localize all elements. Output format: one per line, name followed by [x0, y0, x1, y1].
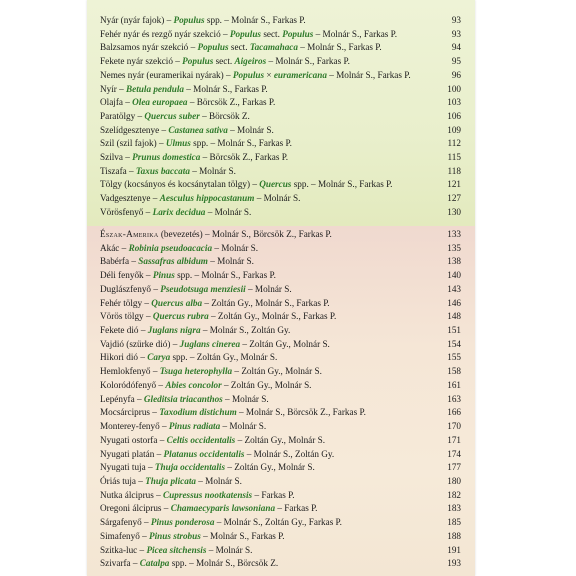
- entry-authors: – Zoltán Gy., Molnár S., Farkas P.: [202, 297, 330, 308]
- entry-latin-name: Tacamahaca: [249, 42, 298, 53]
- entry-latin-name: Aesculus hippocastanum: [159, 193, 255, 204]
- entry-authors: – Molnár S., Zoltán Gy., Farkas P.: [214, 517, 342, 528]
- toc-entry: [100, 420, 461, 433]
- page-number: 182: [447, 489, 461, 500]
- entry-latin-name: Platanus occidentalis: [163, 448, 245, 459]
- entry-common-name: Monterey-fenyő –: [100, 421, 169, 432]
- entry-latin-name: Abies concolor: [165, 379, 222, 390]
- entry-common-name: Fekete dió –: [100, 324, 148, 335]
- entry-authors: – Molnár S.: [212, 242, 258, 253]
- entry-authors: – Molnár S., Farkas P.: [326, 69, 411, 80]
- entry-common-name: Hikori dió –: [100, 352, 148, 363]
- toc-entry: [100, 178, 461, 191]
- entry-latin-name: Quercus alba: [151, 297, 203, 308]
- entry-authors: – Molnár S., Farkas P.: [297, 42, 382, 53]
- entry-common-name: Fekete nyár szekció –: [100, 56, 183, 67]
- toc-entry: [100, 530, 461, 543]
- entry-authors: – Farkas P.: [252, 489, 295, 500]
- entry-common-name: Mocsárciprus –: [100, 407, 160, 418]
- entry-authors: – Börcsök Z., Farkas P.: [187, 97, 276, 108]
- page-number: 100: [447, 83, 461, 94]
- entry-common-name: Szitka-luc –: [100, 544, 147, 555]
- page-number: 154: [447, 338, 461, 349]
- entry-authors: – Molnár S.: [207, 256, 254, 267]
- entry-taxon-qualifier: ×: [264, 69, 274, 80]
- page-number: 177: [447, 462, 461, 473]
- page-number: 163: [447, 393, 461, 404]
- toc-entry: [100, 151, 461, 164]
- page-number: 161: [447, 379, 461, 390]
- entry-authors: – Molnár S., Farkas P.: [200, 530, 285, 541]
- toc-entry: [100, 28, 461, 41]
- entry-common-name: Duglászfenyő –: [100, 283, 161, 294]
- page-number: 151: [447, 324, 461, 335]
- entry-common-name: Oregoni álciprus –: [100, 503, 171, 514]
- entry-latin-name: Juglans nigra: [147, 324, 201, 335]
- entry-common-name: Sárgafenyő –: [100, 517, 151, 528]
- toc-entry: [100, 124, 461, 137]
- toc-entry: [100, 310, 461, 323]
- entry-authors: – Molnár S.: [195, 476, 242, 486]
- toc-entry: [100, 192, 461, 205]
- page-number: 158: [447, 366, 461, 377]
- entry-authors: – Molnár S., Farkas P.: [183, 83, 268, 94]
- entry-latin-name: euramericana: [273, 69, 327, 80]
- toc-entry: [100, 165, 461, 178]
- page-number: 171: [447, 434, 461, 445]
- toc-entry: [100, 448, 461, 461]
- entry-taxon-qualifier: spp.: [170, 352, 188, 363]
- entry-latin-name: Thuja plicata: [145, 476, 196, 486]
- entry-common-name: Nutka álciprus –: [100, 489, 164, 500]
- entry-taxon-qualifier: spp.: [204, 15, 222, 25]
- toc-entry: [100, 502, 461, 515]
- entry-common-name: Balzsamos nyár szekció –: [100, 42, 198, 53]
- entry-latin-name: Prunus domestica: [132, 152, 201, 162]
- entry-authors: – Zoltán Gy., Molnár S.: [225, 462, 315, 473]
- entry-latin-name: Sassafras albidum: [138, 256, 208, 267]
- entry-taxon-qualifier: sect.: [228, 42, 250, 53]
- page-number: 183: [447, 503, 461, 514]
- page-number: 143: [447, 283, 461, 294]
- page-number: 93: [451, 15, 461, 25]
- entry-authors: – Molnár S.: [245, 283, 292, 294]
- page-number: 106: [447, 110, 461, 121]
- entry-authors: – Molnár S., Börcsök Z., Farkas P.: [236, 407, 366, 418]
- entry-latin-name: Populus: [282, 28, 314, 39]
- entry-authors: – Molnár S., Farkas P.: [266, 56, 350, 67]
- entry-authors: – Zoltán Gy., Molnár S.: [232, 366, 322, 377]
- entry-authors: – Börcsök Z., Farkas P.: [200, 152, 289, 162]
- toc-entry: [100, 14, 461, 27]
- toc-entry: [100, 351, 461, 364]
- entry-common-name: Nyár (nyár fajok) –: [100, 15, 174, 25]
- entry-common-name: Szil (szil fajok) –: [100, 138, 166, 149]
- entry-taxon-qualifier: sect.: [261, 28, 283, 39]
- toc-entry: [100, 461, 461, 474]
- entry-common-name: Déli fenyők –: [100, 270, 153, 281]
- entry-authors: – Zoltán Gy., Molnár S.: [240, 338, 330, 349]
- entry-authors: – Molnár S.: [254, 193, 301, 204]
- entry-authors: – Molnár S., Börcsök Z.: [186, 558, 279, 569]
- entry-common-name: Paratölgy –: [100, 110, 145, 121]
- page-number: 185: [447, 517, 461, 528]
- toc-entry: [100, 206, 461, 219]
- entry-common-name: Szilva –: [100, 152, 133, 162]
- page-number: 138: [447, 256, 461, 267]
- entry-latin-name: Quercus suber: [144, 110, 200, 121]
- entry-latin-name: Picea sitchensis: [146, 544, 207, 555]
- entry-common-name: Fehér nyár és rezgő nyár szekció –: [100, 28, 230, 39]
- toc-entry: [100, 255, 461, 268]
- toc-entry: [100, 242, 461, 255]
- entry-latin-name: Olea europaea: [132, 97, 188, 108]
- page-number: 180: [447, 476, 461, 486]
- toc-entry: [100, 269, 461, 282]
- toc-entry: [100, 96, 461, 109]
- entry-authors: (bevezetés) – Molnár S., Börcsök Z., Farkas P.: [158, 229, 332, 239]
- page-number: 95: [451, 56, 461, 67]
- entry-authors: – Molnár S., Farkas P.: [313, 28, 398, 39]
- page-number: 193: [447, 558, 461, 569]
- entry-common-name: Koloródófenyő –: [100, 379, 166, 390]
- entry-taxon-qualifier: sect.: [213, 56, 235, 67]
- entry-common-name: Óriás tuja –: [100, 476, 146, 486]
- entry-latin-name: Taxodium distichum: [159, 407, 237, 418]
- entry-common-name: Fehér tölgy –: [100, 297, 152, 308]
- entry-authors: – Molnár S., Farkas P.: [192, 270, 276, 281]
- toc-entry: [100, 544, 461, 557]
- entry-latin-name: Quercus: [259, 179, 292, 190]
- entry-latin-name: Gleditsia triacanthos: [143, 393, 223, 404]
- entry-authors: – Molnár S.: [206, 544, 253, 555]
- entry-latin-name: Juglans cinerea: [179, 338, 241, 349]
- page-number: 103: [447, 97, 461, 108]
- page-number: 191: [447, 544, 461, 555]
- entry-authors: – Molnár S., Zoltán Gy.: [200, 324, 291, 335]
- entry-common-name: Lepényfa –: [100, 393, 144, 404]
- toc-entry: [100, 338, 461, 351]
- page-number: 118: [447, 165, 461, 176]
- entry-latin-name: Aigeiros: [234, 56, 267, 67]
- entry-authors: – Molnár S.: [227, 124, 274, 135]
- page-number: 174: [447, 448, 461, 459]
- entry-latin-name: Ulmus: [165, 138, 191, 149]
- entry-common-name: Tiszafa –: [100, 165, 136, 176]
- toc-entry: [100, 297, 461, 310]
- entry-common-name: Simafenyő –: [100, 530, 149, 541]
- entry-common-name: Olajfa –: [100, 97, 133, 108]
- entry-authors: – Börcsök Z.: [199, 110, 250, 121]
- page-number: 121: [447, 179, 461, 190]
- entry-authors: – Farkas P.: [275, 503, 318, 514]
- entry-common-name: Nyugati ostorfa –: [100, 434, 167, 445]
- toc-entry: [100, 324, 461, 337]
- entry-taxon-qualifier: spp.: [169, 558, 187, 569]
- entry-latin-name: Celtis occidentalis: [166, 434, 236, 445]
- entry-latin-name: Cupressus nootkatensis: [163, 489, 253, 500]
- entry-common-name: Akác –: [100, 242, 129, 253]
- toc-entry: [100, 137, 461, 150]
- entry-taxon-qualifier: spp.: [291, 179, 309, 190]
- page-number: 146: [447, 297, 461, 308]
- entry-authors: – Zoltán Gy., Molnár S.: [187, 352, 278, 363]
- toc-entry: [100, 83, 461, 96]
- north-america-header-row: [100, 228, 461, 241]
- entry-common-name: Tölgy (kocsányos és kocsánytalan tölgy) –: [100, 179, 260, 190]
- toc-entry: [100, 379, 461, 392]
- entry-latin-name: Robinia pseudoacacia: [128, 242, 213, 253]
- entry-authors: – Molnár S.: [189, 165, 236, 176]
- page-number: 135: [447, 242, 461, 253]
- entry-common-name: Vörös tölgy –: [100, 311, 153, 322]
- entry-latin-name: Pinus strobus: [149, 530, 201, 541]
- page-number: 112: [447, 138, 461, 149]
- entry-latin-name: Pinus radiata: [168, 421, 221, 432]
- entry-latin-name: Chamaecyparis lawsoniana: [170, 503, 276, 514]
- section-title: Észak-Amerika: [100, 229, 159, 239]
- toc-entry: [100, 557, 461, 570]
- entry-common-name: Vörösfenyő –: [100, 206, 153, 217]
- entry-authors: – Molnár S.: [220, 421, 267, 432]
- entry-authors: – Molnár S., Farkas P.: [308, 179, 393, 190]
- toc-page: [87, 0, 475, 576]
- entry-common-name: Nyír –: [100, 83, 127, 94]
- page-number: 96: [451, 69, 461, 80]
- entry-authors: – Zoltán Gy., Molnár S.: [221, 379, 312, 390]
- page-number: 115: [447, 152, 461, 162]
- page-number: 109: [447, 124, 461, 135]
- entry-latin-name: Tsuga heterophylla: [159, 366, 233, 377]
- entry-latin-name: Populus: [229, 28, 262, 39]
- toc-entry: [100, 475, 461, 488]
- entry-latin-name: Catalpa: [139, 558, 170, 569]
- toc-entry: [100, 434, 461, 447]
- entry-latin-name: Castanea sativa: [168, 124, 228, 135]
- europe-section: [87, 0, 475, 226]
- entry-latin-name: Populus: [182, 56, 214, 67]
- entry-authors: – Zoltán Gy., Molnár S., Farkas P.: [208, 311, 337, 322]
- entry-common-name: Vajdió (szürke dió) –: [100, 338, 180, 349]
- entry-authors: – Molnár S., Zoltán Gy.: [244, 448, 335, 459]
- toc-entry: [100, 365, 461, 378]
- page-number: 127: [447, 193, 461, 204]
- toc-entry: [100, 393, 461, 406]
- toc-entry: [100, 283, 461, 296]
- entry-latin-name: Larix decidua: [152, 206, 206, 217]
- toc-entry: [100, 55, 461, 68]
- page-number: 148: [447, 311, 461, 322]
- entry-latin-name: Quercus rubra: [152, 311, 209, 322]
- entry-common-name: Vadgesztenye –: [100, 193, 160, 204]
- entry-latin-name: Populus: [232, 69, 265, 80]
- entry-latin-name: Pinus ponderosa: [150, 517, 215, 528]
- entry-taxon-qualifier: spp.: [190, 138, 209, 149]
- page-number: 170: [447, 421, 461, 432]
- entry-common-name: Nyugati platán –: [100, 448, 164, 459]
- entry-common-name: Babérfa –: [100, 256, 139, 267]
- north-america-section: [87, 226, 475, 576]
- entry-latin-name: Pinus: [152, 270, 175, 281]
- toc-entry: [100, 69, 461, 82]
- page-number: 155: [447, 352, 461, 363]
- entry-latin-name: Taxus baccata: [135, 165, 190, 176]
- entry-latin-name: Carya: [147, 352, 171, 363]
- page-number: 166: [447, 407, 461, 418]
- page-number: 93: [451, 28, 461, 39]
- entry-latin-name: Pseudotsuga menziesii: [160, 283, 246, 294]
- toc-entry: [100, 110, 461, 123]
- toc-entry: [100, 489, 461, 502]
- entry-latin-name: Thuja occidentalis: [154, 462, 226, 473]
- entry-authors: – Molnár S., Farkas P.: [221, 15, 306, 25]
- page-number: 188: [447, 530, 461, 541]
- entry-authors: – Molnár S.: [205, 206, 252, 217]
- entry-latin-name: Populus: [173, 15, 205, 25]
- entry-common-name: Szelídgesztenye –: [100, 124, 169, 135]
- entry-common-name: Nyugati tuja –: [100, 462, 155, 473]
- entry-authors: – Molnár S., Farkas P.: [208, 138, 292, 149]
- entry-latin-name: Populus: [197, 42, 229, 53]
- entry-common-name: Nemes nyár (euramerikai nyárak) –: [100, 69, 233, 80]
- page-number: 130: [447, 206, 461, 217]
- toc-entry: [100, 406, 461, 419]
- entry-authors: – Zoltán Gy., Molnár S.: [235, 434, 326, 445]
- entry-common-name: Szivarfa –: [100, 558, 140, 569]
- page-number: 94: [451, 42, 461, 53]
- toc-entry: [100, 41, 461, 54]
- entry-latin-name: Betula pendula: [126, 83, 184, 94]
- toc-entry: [100, 516, 461, 529]
- entry-common-name: Hemlokfenyő –: [100, 366, 160, 377]
- entry-taxon-qualifier: spp.: [174, 270, 193, 281]
- page-number: 140: [447, 270, 461, 281]
- entry-authors: – Molnár S.: [222, 393, 269, 404]
- page-number: 133: [447, 229, 461, 239]
